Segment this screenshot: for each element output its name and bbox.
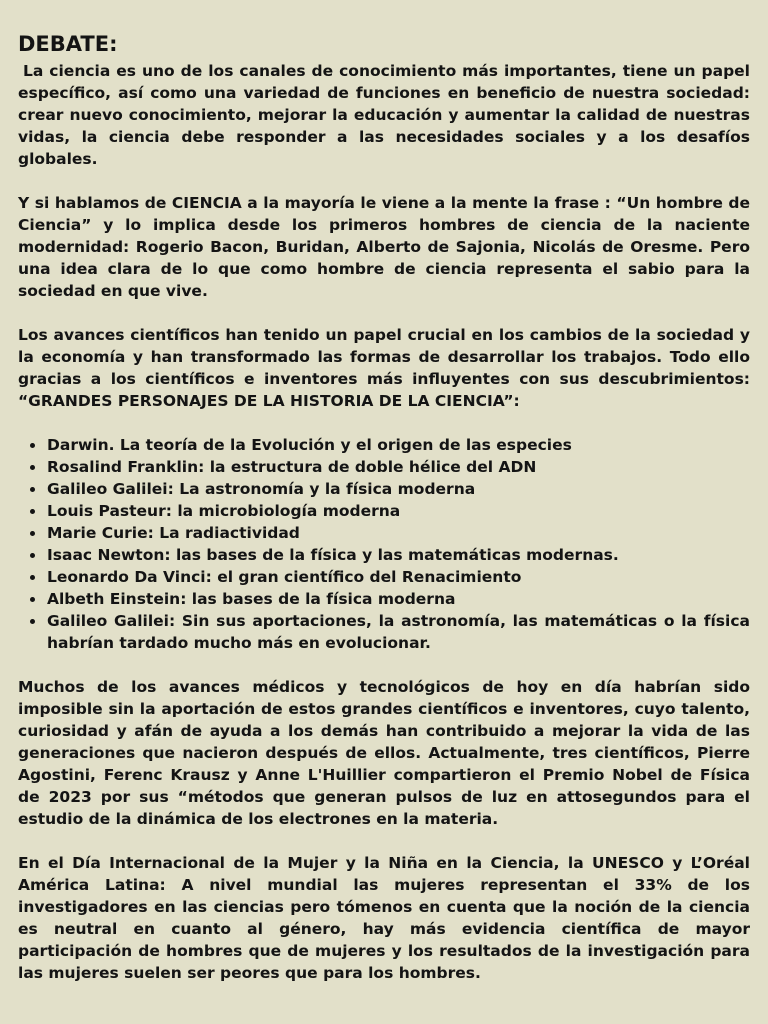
list-item: Marie Curie: La radiactividad <box>47 522 750 544</box>
paragraph-nobel: Muchos de los avances médicos y tecnológicos de hoy en día habrían sido imposible sin la aportación de estos grandes científicos e inventores, cuyo talento, curiosidad y afán de ayuda a los demás han contribuido a mejorar la vida de las generaciones que nacieron después de ellos. Actualmente, tres científicos, Pierre Agostini, Ferenc Krausz y Anne L'Huillier compartieron el Premio Nobel de Física de 2023 por sus “métodos que generan pulsos de luz en attosegundos para el estudio de la dinámica de los electrones en la materia. <box>18 678 750 828</box>
list-item: Isaac Newton: las bases de la física y las matemáticas modernas. <box>47 544 750 566</box>
paragraph-avances: Los avances científicos han tenido un papel crucial en los cambios de la sociedad y la economía y han transformado las formas de desarrollar los trabajos. Todo ello gracias a los científicos e inventores más influyentes con sus descubrimientos: “GRANDES PERSONAJES DE LA HISTORIA DE LA CIENCIA”: <box>18 326 750 410</box>
list-item: Darwin. La teoría de la Evolución y el origen de las especies <box>47 434 750 456</box>
document-title: DEBATE: <box>18 32 118 56</box>
list-item: Albeth Einstein: las bases de la física moderna <box>47 588 750 610</box>
paragraph-mujer-ciencia: En el Día Internacional de la Mujer y la Niña en la Ciencia, la UNESCO y L’Oréal América Latina: A nivel mundial las mujeres representan el 33% de los investigadores en las ciencias pero tómenos en cuenta que la noción de la ciencia es neutral en cuanto al género, hay más evidencia científica de mayor participación de hombres que de mujeres y los resultados de la investigación para las mujeres suelen ser peores que para los hombres. <box>18 854 750 982</box>
list-item: Galileo Galilei: La astronomía y la física moderna <box>47 478 750 500</box>
scientists-list <box>18 434 750 654</box>
list-item: Rosalind Franklin: la estructura de doble hélice del ADN <box>47 456 750 478</box>
list-item: Louis Pasteur: la microbiología moderna <box>47 500 750 522</box>
list-item: Leonardo Da Vinci: el gran científico del Renacimiento <box>47 566 750 588</box>
paragraph-intro: La ciencia es uno de los canales de conocimiento más importantes, tiene un papel específico, así como una variedad de funciones en beneficio de nuestra sociedad: crear nuevo conocimiento, mejorar la educación y aumentar la calidad de nuestras vidas, la ciencia debe responder a las necesidades sociales y a los desafíos globales. <box>18 62 750 168</box>
paragraph-hombre-de-ciencia: Y si hablamos de CIENCIA a la mayoría le viene a la mente la frase : “Un hombre de Ciencia” y lo implica desde los primeros hombres de ciencia de la naciente modernidad: Rogerio Bacon, Buridan, Alberto de Sajonia, Nicolás de Oresme. Pero una idea clara de lo que como hombre de ciencia representa el sabio para la sociedad en que vive. <box>18 194 750 300</box>
list-item: Galileo Galilei: Sin sus aportaciones, la astronomía, las matemáticas o la física habrían tardado mucho más en evolucionar. <box>47 612 750 652</box>
